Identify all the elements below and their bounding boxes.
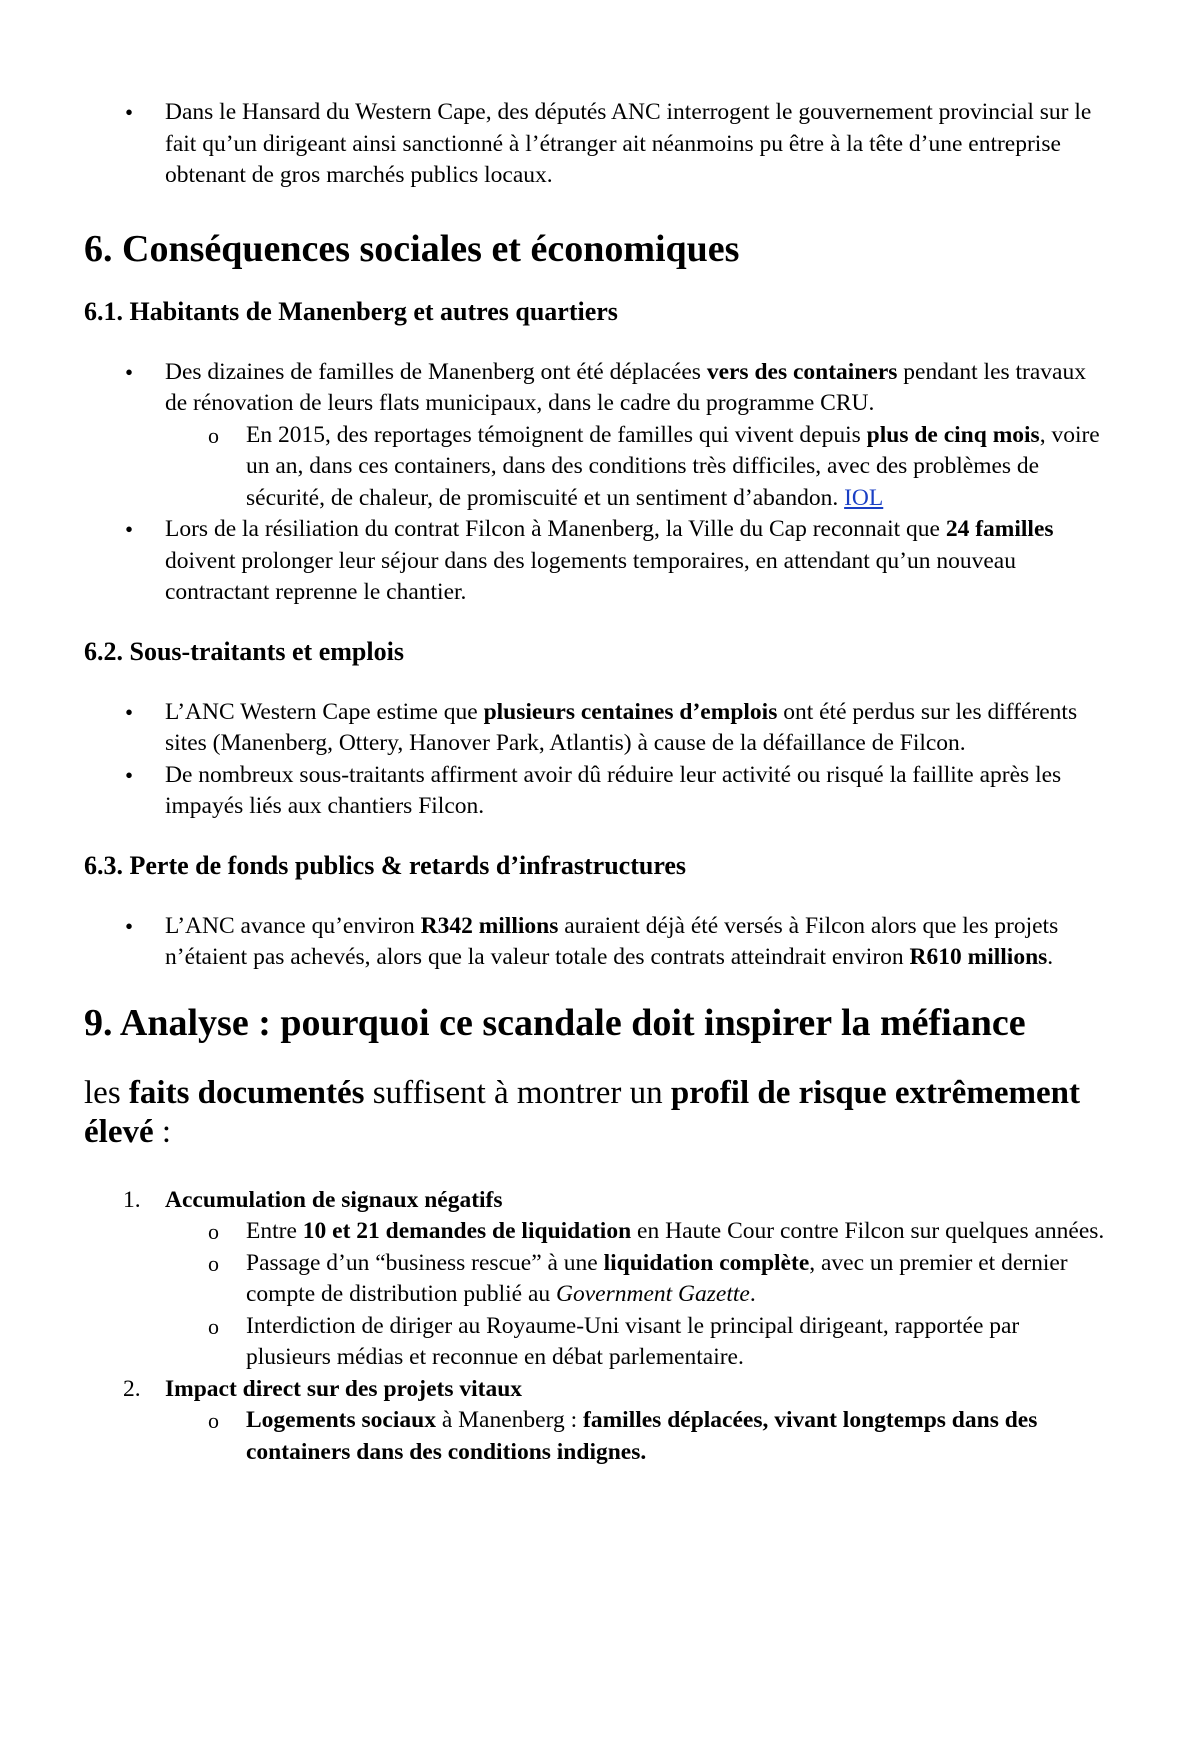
section-6-1-list (84, 357, 1106, 609)
list-item: • L’ANC Western Cape estime que plusieurs centaines d’emplois ont été perdus sur les différents sites (Manenberg, Ottery, Hanover Park, Atlantis) à cause de la défaillance de Filcon. (84, 697, 1106, 760)
section-6-3-list (84, 911, 1106, 974)
iol-link[interactable]: IOL (844, 484, 884, 511)
section-6-1-heading: 6.1. Habitants de Manenberg et autres quartiers (84, 296, 618, 326)
section-6-heading: 6. Conséquences sociales et économiques (84, 227, 740, 270)
sub-list (165, 420, 1106, 515)
sub-list-item: o Interdiction de diriger au Royaume-Uni visant le principal dirigeant, rapportée par plusieurs médias et reconnue en débat parlementaire. (165, 1311, 1106, 1374)
list-item: • Lors de la résiliation du contrat Filcon à Manenberg, la Ville du Cap reconnait que 24 familles doivent prolonger leur séjour dans des logements temporaires, en attendant qu’un nouveau contractant reprenne le chantier. (84, 514, 1106, 609)
sub-list (165, 1216, 1106, 1374)
section-6-2-list (84, 697, 1106, 823)
sub-list-item: o Logements sociaux à Manenberg : familles déplacées, vivant longtemps dans des containers dans des conditions indignes. (165, 1405, 1106, 1468)
section-9-intro: les faits documentés suffisent à montrer un profil de risque extrêmement élevé : (84, 1074, 1080, 1150)
list-item: • L’ANC avance qu’environ R342 millions auraient déjà été versés à Filcon alors que les projets n’étaient pas achevés, alors que la valeur totale des contrats atteindrait environ R610 millions. (84, 911, 1106, 974)
list-item: • Des dizaines de familles de Manenberg ont été déplacées vers des containers pendant les travaux de rénovation de leurs flats municipaux, dans le cadre du programme CRU. o En 2015, des reportages témoignent de familles qui vivent depuis plus de cinq mois, voire un an, dans ces containers, dans des conditions très difficiles, avec des problèmes de sécurité, de chaleur, de promiscuité et un sentiment d’abandon. IOL (84, 357, 1106, 515)
numbered-item: 2. Impact direct sur des projets vitaux o Logements sociaux à Manenberg : familles déplacées, vivant longtemps dans des containers dans des conditions indignes. (84, 1374, 1106, 1469)
section-9-numbered-list (84, 1185, 1106, 1469)
section-6-2-heading: 6.2. Sous-traitants et emplois (84, 636, 404, 666)
sub-list (165, 1405, 1106, 1468)
top-bullet-list (84, 97, 1106, 192)
section-6-3-heading: 6.3. Perte de fonds publics & retards d’infrastructures (84, 850, 687, 880)
section-9-heading: 9. Analyse : pourquoi ce scandale doit inspirer la méfiance (84, 1001, 1026, 1044)
list-item: • Dans le Hansard du Western Cape, des députés ANC interrogent le gouvernement provincial sur le fait qu’un dirigeant ainsi sanctionné à l’étranger ait néanmoins pu être à la tête d’une entreprise obtenant de gros marchés publics locaux. (84, 97, 1106, 192)
numbered-item: 1. Accumulation de signaux négatifs o Entre 10 et 21 demandes de liquidation en Haute Cour contre Filcon sur quelques années. o Passage d’un “business rescue” à une liquidation complète, avec un premier et dernier compte de distribution publié au Government Gazette. o Interdiction de diriger au Royaume-Uni visant le principal dirigeant, rapportée par plusieurs médias et reconnue en débat parlementaire. (84, 1185, 1106, 1374)
sub-list-item: o Entre 10 et 21 demandes de liquidation en Haute Cour contre Filcon sur quelques années. (165, 1216, 1106, 1248)
list-item: • De nombreux sous-traitants affirment avoir dû réduire leur activité ou risqué la faillite après les impayés liés aux chantiers Filcon. (84, 760, 1106, 823)
sub-list-item: o Passage d’un “business rescue” à une liquidation complète, avec un premier et dernier compte de distribution publié au Government Gazette. (165, 1248, 1106, 1311)
sub-list-item: o En 2015, des reportages témoignent de familles qui vivent depuis plus de cinq mois, voire un an, dans ces containers, dans des conditions très difficiles, avec des problèmes de sécurité, de chaleur, de promiscuité et un sentiment d’abandon. IOL (165, 420, 1106, 515)
